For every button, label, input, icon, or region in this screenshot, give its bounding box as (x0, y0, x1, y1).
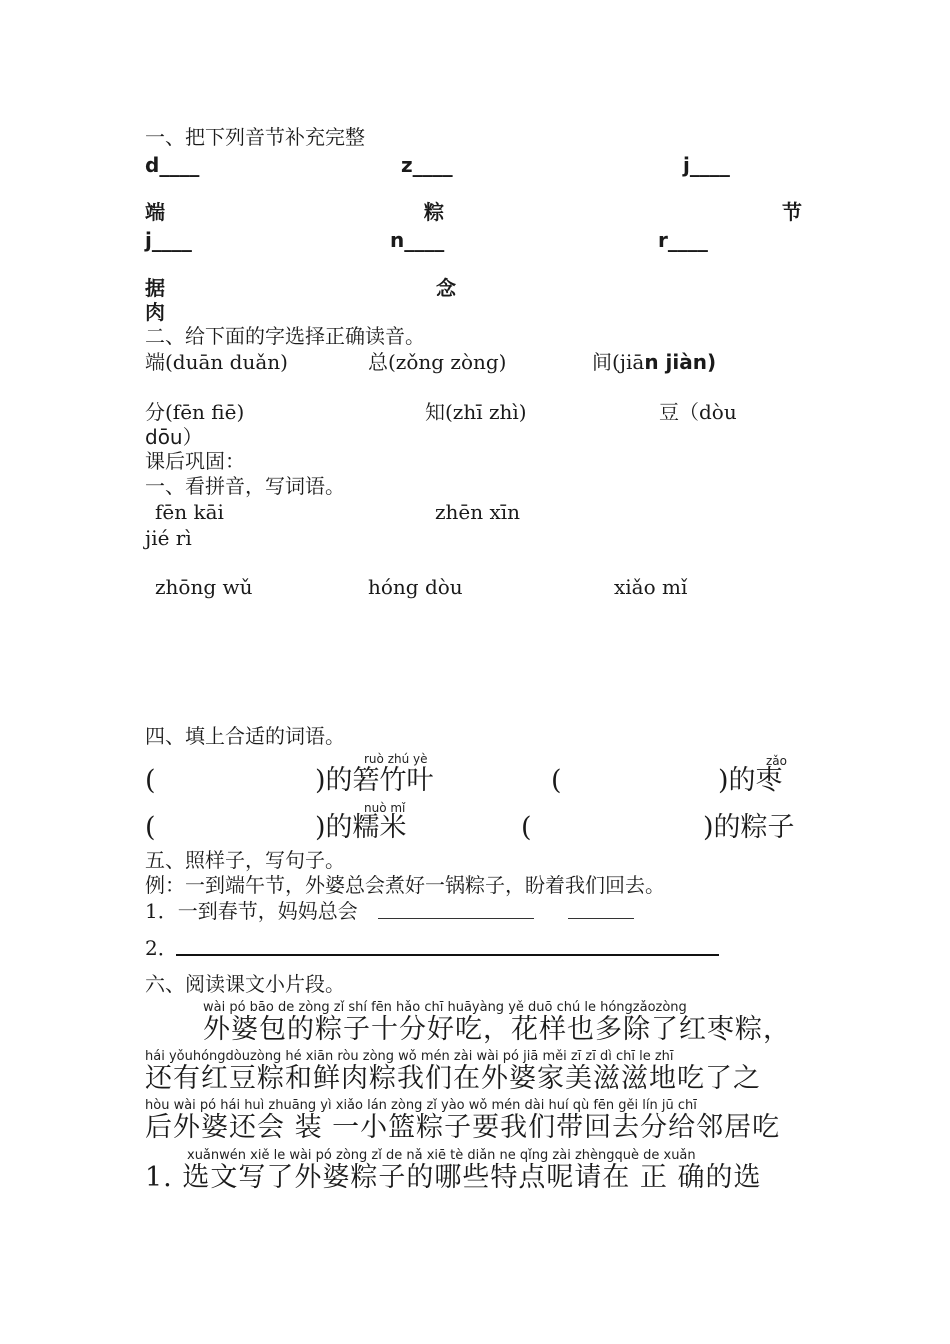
char-ju: 据 (145, 276, 165, 300)
char-duan: 端 (145, 200, 165, 224)
char-jie: 节 (782, 200, 802, 224)
char-nian: 念 (436, 276, 456, 300)
section-5-title: 五、照样子，写句子。 (145, 848, 345, 872)
reading-choice-jian: 间(jiān jiàn) (592, 350, 717, 374)
passage-pinyin-4: xuǎnwén xiě le wài pó zòng zǐ de nǎ xiē tè diǎn ne qǐng zài zhèngquè de xuǎn (187, 1148, 696, 1163)
syllable-blank-n: n____ (390, 228, 445, 252)
pinyin-word-zhenxin: zhēn xīn (435, 500, 521, 524)
answer-line-1b (568, 918, 634, 919)
fill-paren-open-1: ( (145, 765, 156, 796)
syllable-blank-z: z____ (401, 153, 453, 177)
section-4-title: 四、填上合适的词语。 (145, 724, 345, 748)
section-6-title: 六、阅读课文小片段。 (145, 972, 345, 996)
pinyin-word-jieri: jié rì (145, 526, 192, 550)
example-sentence: 例：一到端午节，外婆总会煮好一锅粽子，盼着我们回去。 (145, 873, 665, 897)
fill-item-ruozhuye: )的箬竹叶 (315, 765, 434, 796)
reading-choice-dou-alt: dōu） (145, 425, 203, 449)
char-zong: 粽 (424, 200, 444, 224)
fill-paren-open-3: ( (145, 812, 156, 843)
fill-paren-open-2: ( (551, 765, 562, 796)
syllable-blank-j2: j____ (145, 228, 192, 252)
fill-item-zao: )的枣 (718, 765, 783, 796)
reading-choice-duan: 端(duān duǎn) (145, 350, 288, 374)
fill-item-nuomi: )的糯米 (315, 812, 407, 843)
sentence-question-1: 1．一到春节，妈妈总会 (145, 899, 358, 923)
pinyin-word-zhongwu: zhōng wǔ (155, 575, 253, 599)
passage-line-2: 还有红豆粽和鲜肉粽我们在外婆家美滋滋地吃了之 (145, 1063, 761, 1094)
section-1-title: 一、把下列音节补充完整 (145, 125, 365, 149)
passage-pinyin-1: wài pó bāo de zòng zǐ shí fēn hǎo chī huāyàng yě duō chú le hóngzǎozòng (203, 1000, 687, 1015)
char-rou: 肉 (145, 300, 165, 324)
fill-paren-open-4: ( (521, 812, 532, 843)
reading-choice-fen: 分(fēn fiē) (145, 400, 245, 424)
pinyin-word-xiaomi: xiǎo mǐ (614, 575, 688, 599)
syllable-blank-j: j____ (683, 153, 730, 177)
pinyin-word-fenkai: fēn kāi (155, 500, 224, 524)
passage-pinyin-2: hái yǒuhóngdòuzòng hé xiān ròu zòng wǒ mén zài wài pó jiā měi zī zī dì chī le zhī (145, 1049, 674, 1064)
reading-choice-zong: 总(zǒng zòng) (368, 350, 507, 374)
pinyin-word-hongdou: hóng dòu (368, 575, 463, 599)
passage-line-3: 后外婆还会 装 一小篮粽子要我们带回去分给邻居吃 (145, 1112, 781, 1143)
syllable-blank-d: d____ (145, 153, 200, 177)
answer-line-2 (176, 954, 719, 956)
answer-line-1a (378, 918, 534, 919)
after-class-header: 课后巩固： (145, 449, 245, 473)
reading-choice-zhi: 知(zhī zhì) (425, 400, 527, 424)
section-2-title: 二、给下面的字选择正确读音。 (145, 324, 425, 348)
ruby-ruozhuye: ruò zhú yè (364, 752, 428, 766)
passage-pinyin-3: hòu wài pó hái huì zhuāng yì xiǎo lán zòng zǐ yào wǒ mén dài huí qù fēn gěi lín jū chī (145, 1098, 697, 1113)
syllable-blank-r: r____ (658, 228, 708, 252)
ruby-nuomi: nuò mǐ (364, 801, 406, 815)
fill-item-zongzi: )的粽子 (703, 812, 795, 843)
question-line-1: 1. 选文写了外婆粽子的哪些特点呢请在 正 确的选 (145, 1162, 762, 1193)
reading-choice-dou: 豆（dòu (659, 400, 737, 424)
sentence-question-2: 2． (145, 936, 178, 960)
ruby-zao: zǎo (766, 754, 787, 768)
section-3-title: 一、看拼音，写词语。 (145, 474, 345, 498)
passage-line-1: 外婆包的粽子十分好吃，花样也多除了红枣粽， (203, 1014, 791, 1045)
